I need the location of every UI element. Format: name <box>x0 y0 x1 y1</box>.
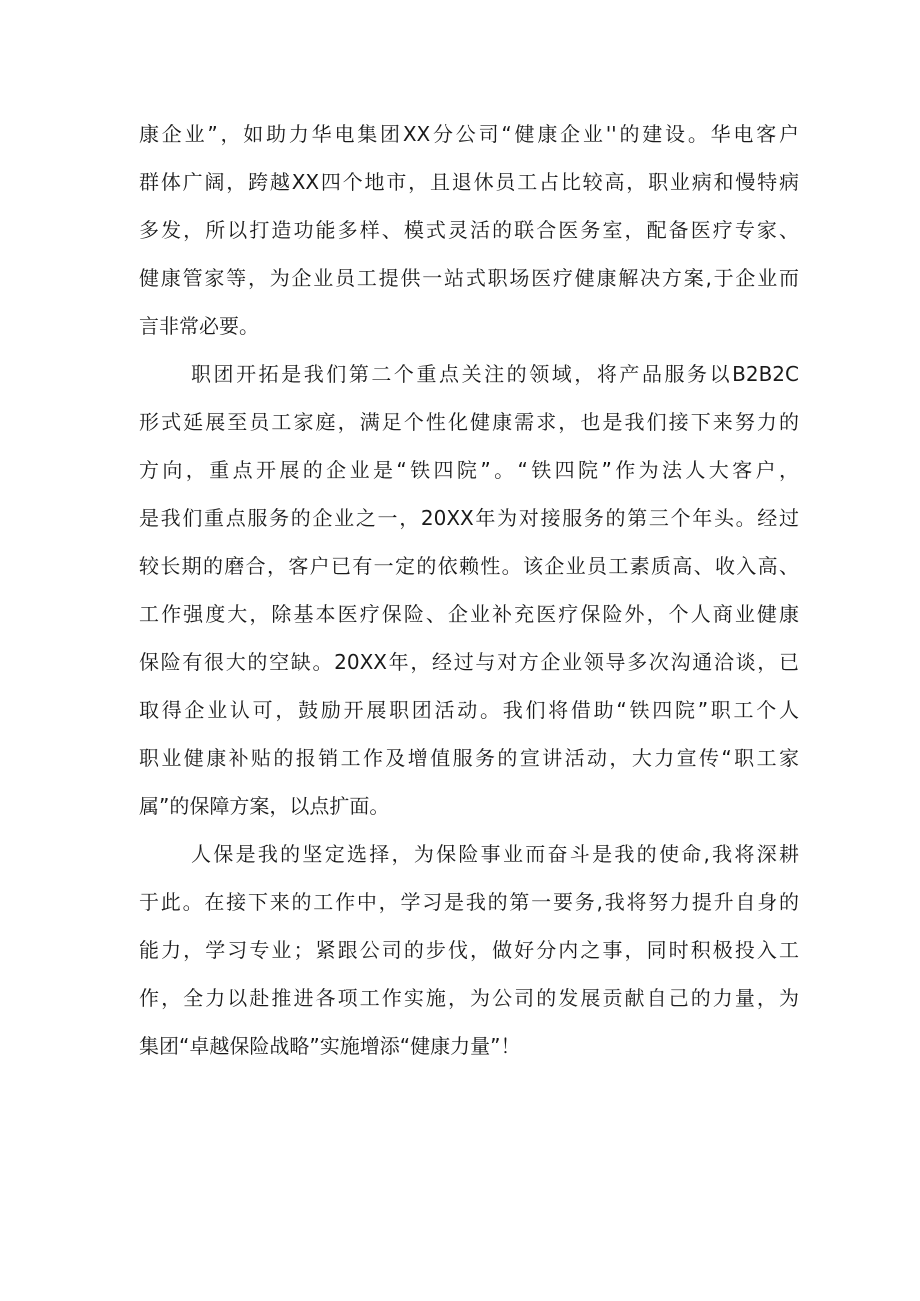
paragraph-line: 是我们重点服务的企业之一，20XX年为对接服务的第三个年头。经过 <box>139 506 799 530</box>
paragraph-line: 职业健康补贴的报销工作及增值服务的宣讲活动，大力宣传“职工家 <box>139 746 799 770</box>
paragraph-line: 形式延展至员工家庭，满足个性化健康需求，也是我们接下来努力的 <box>139 410 799 434</box>
paragraph-line: 多发，所以打造功能多样、模式灵活的联合医务室，配备医疗专家、 <box>139 218 799 242</box>
paragraph-line: 集团“卓越保险战略”实施增添“健康力量”！ <box>139 1034 521 1058</box>
paragraph-line: 言非常必要。 <box>139 314 259 338</box>
paragraph-line: 取得企业认可，鼓励开展职团活动。我们将借助“铁四院”职工个人 <box>139 698 799 722</box>
paragraph-line: 于此。在接下来的工作中，学习是我的第一要务,我将努力提升自身的 <box>139 890 799 914</box>
paragraph-line: 职团开拓是我们第二个重点关注的领域，将产品服务以B2B2C <box>191 362 799 386</box>
paragraph-line: 群体广阔，跨越XX四个地市，且退休员工占比较高，职业病和慢特病 <box>139 170 799 194</box>
paragraph-line: 较长期的磨合，客户已有一定的依赖性。该企业员工素质高、收入高、 <box>139 554 799 578</box>
paragraph-line: 康企业”，如助力华电集团XX分公司“健康企业''的建设。华电客户 <box>139 122 799 146</box>
paragraph-line: 人保是我的坚定选择，为保险事业而奋斗是我的使命,我将深耕 <box>191 842 799 866</box>
paragraph-line: 工作强度大，除基本医疗保险、企业补充医疗保险外，个人商业健康 <box>139 602 799 626</box>
paragraph-line: 属”的保障方案，以点扩面。 <box>139 794 390 818</box>
paragraph-line: 作，全力以赴推进各项工作实施，为公司的发展贡献自己的力量，为 <box>139 986 799 1010</box>
paragraph-line: 方向，重点开展的企业是“铁四院”。“铁四院”作为法人大客户， <box>139 458 799 482</box>
paragraph-line: 健康管家等，为企业员工提供一站式职场医疗健康解决方案,于企业而 <box>139 266 799 290</box>
paragraph-line: 能力，学习专业；紧跟公司的步伐，做好分内之事，同时积极投入工 <box>139 938 799 962</box>
paragraph-line: 保险有很大的空缺。20XX年，经过与对方企业领导多次沟通洽谈，已 <box>139 650 799 674</box>
